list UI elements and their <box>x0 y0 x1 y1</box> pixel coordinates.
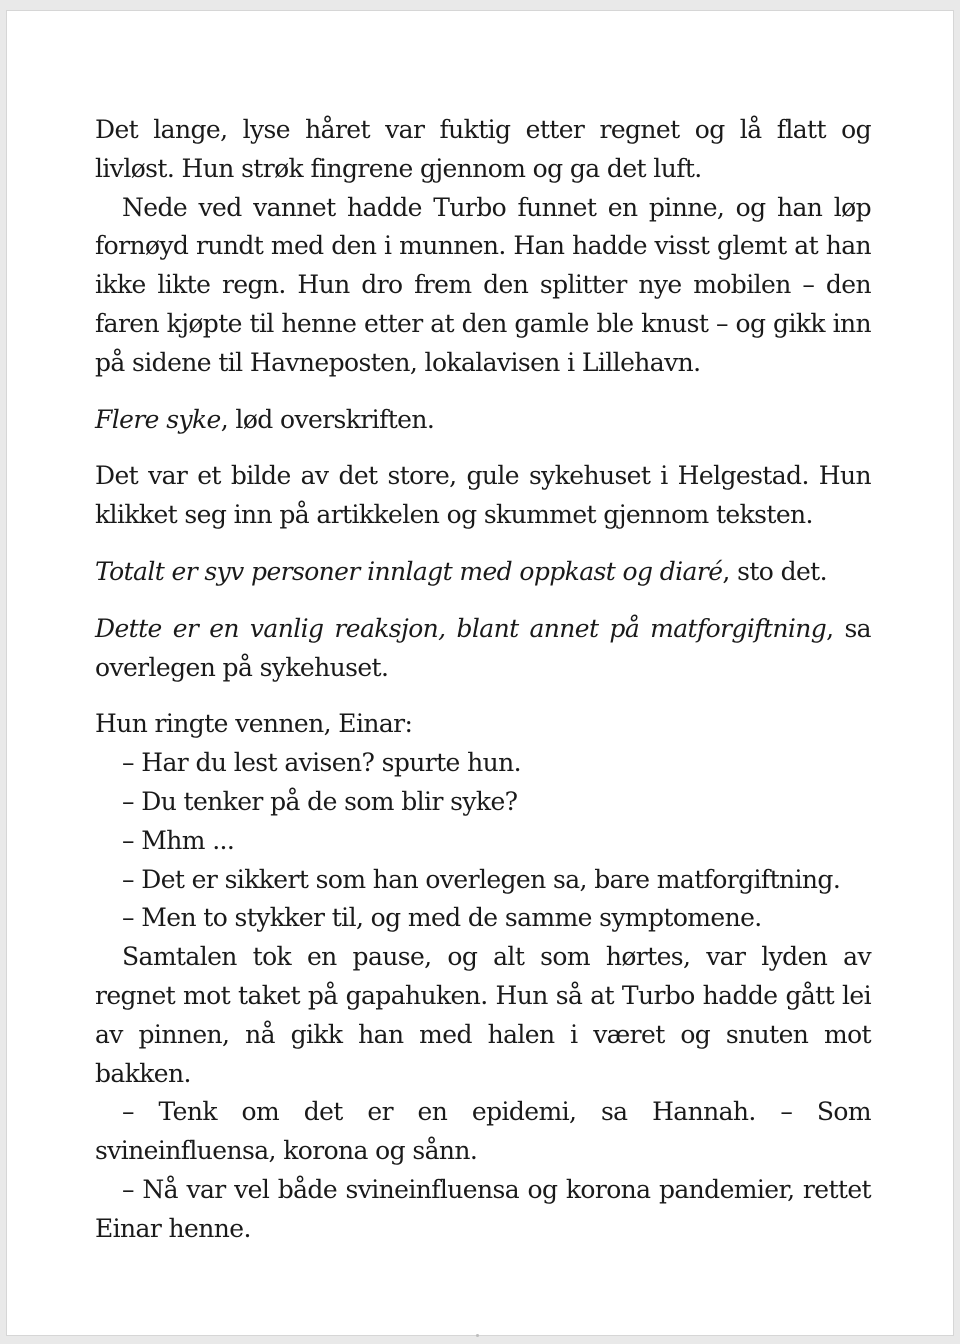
dialogue-line: – Men to stykker til, og med de samme symptomene. <box>122 903 762 933</box>
dialogue-line: – Tenk om det er en epidemi, sa Hannah. – Som svineinfluensa, korona og sånn. <box>95 1097 871 1166</box>
headline-rest: , lød overskriften. <box>220 404 435 434</box>
paragraph: Nede ved vannet hadde Turbo funnet en pinne, og han løp fornøyd rundt med den i munnen. Han hadde visst glemt at han ikke likte regn. Hun dro frem den splitter nye mobilen – den faren kjøpte til henne etter at den gamle ble knust – og gikk inn på sidene til Havneposten, lokalavisen i Lillehavn. <box>95 192 871 377</box>
quote-italic: Totalt er syv personer innlagt med oppkast og diaré <box>95 556 723 586</box>
quote-italic: Dette er en vanlig reaksjon, blant annet på matforgiftning <box>95 613 827 643</box>
headline-paragraph <box>95 401 871 440</box>
dialogue-line: – Nå var vel både svineinfluensa og korona pandemier, rettet Einar henne. <box>95 1174 871 1243</box>
book-page <box>6 10 954 1336</box>
quote-rest: , sto det. <box>722 556 827 586</box>
paragraph: Samtalen tok en pause, og alt som hørtes, var lyden av regnet mot taket på gapahuken. Hun så at Turbo hadde gått lei av pinnen, nå gikk han med halen i været og snuten mot bakken. <box>95 942 871 1088</box>
headline-italic: Flere syke <box>95 404 221 434</box>
paragraph: Det var et bilde av det store, gule sykehuset i Helgestad. Hun klikket seg inn på artikkelen og skummet gjennom teksten. <box>95 461 871 530</box>
page-edge-dot <box>476 1334 479 1337</box>
page-text <box>95 111 871 1249</box>
dialogue-line: – Du tenker på de som blir syke? <box>122 786 518 816</box>
paragraph: Hun ringte vennen, Einar: <box>95 709 413 739</box>
dialogue-line: – Har du lest avisen? spurte hun. <box>122 748 521 778</box>
dialogue-line: – Det er sikkert som han overlegen sa, bare matforgiftning. <box>122 864 841 894</box>
paragraph: Det lange, lyse håret var fuktig etter regnet og lå flatt og livløst. Hun strøk fingrene gjennom og ga det luft. <box>95 115 871 183</box>
quote-rest: , sa overlegen på sykehuset. <box>95 613 871 682</box>
dialogue-line: – Mhm ... <box>122 825 235 855</box>
quote-paragraph <box>95 610 871 688</box>
quote-paragraph <box>95 553 871 592</box>
